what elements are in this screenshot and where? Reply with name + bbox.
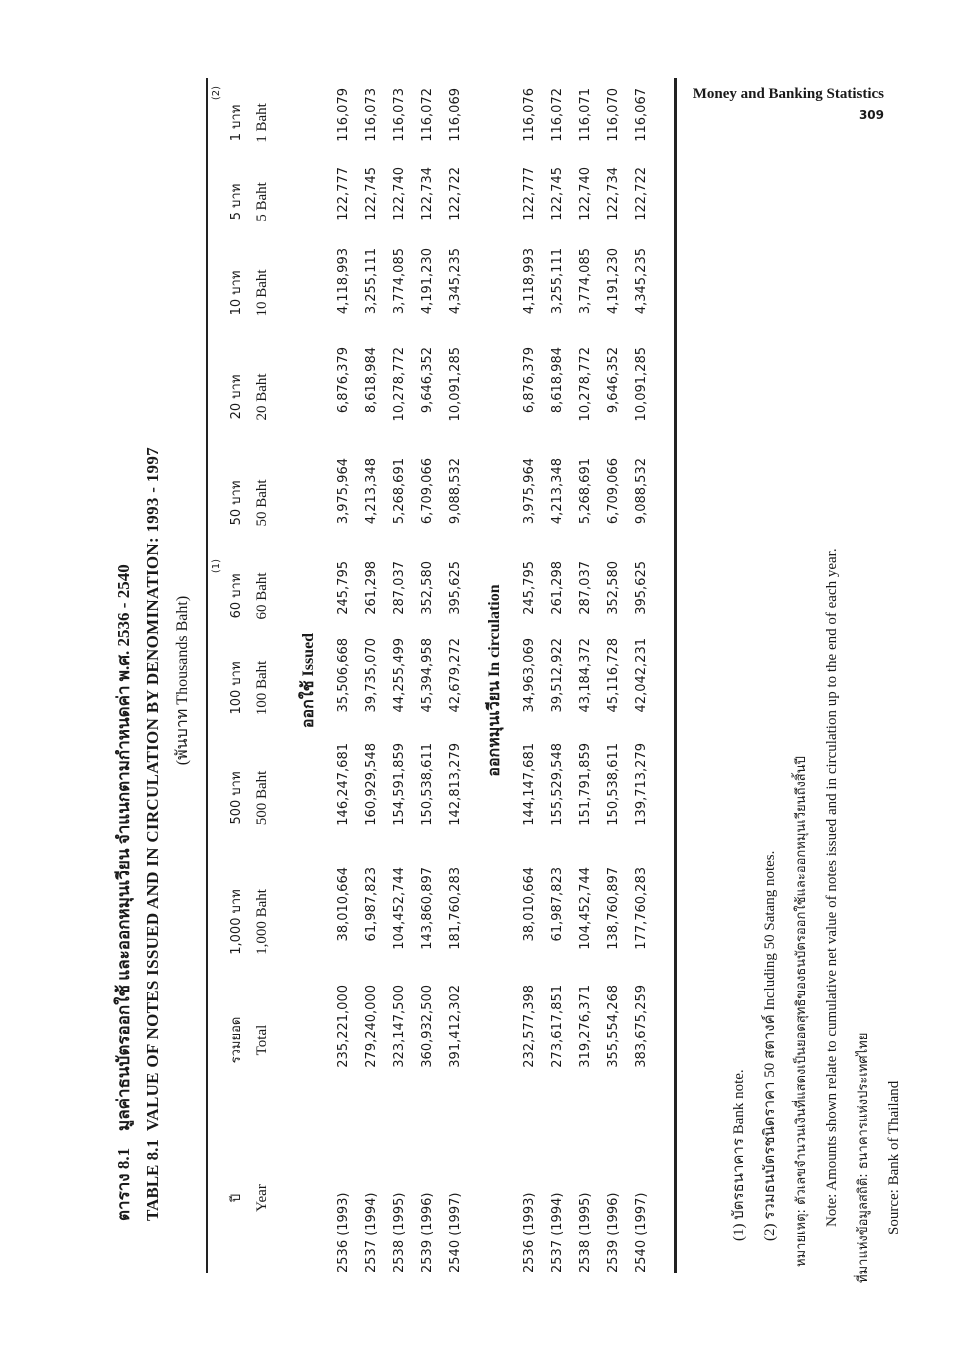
column-header-english: Total xyxy=(254,1024,270,1056)
table-cell: 38,010,664 xyxy=(521,867,537,942)
unit-caption: (พันบาท Thousands Baht) xyxy=(174,595,191,766)
row-year: 2537 (1994) xyxy=(549,1192,565,1273)
column-header xyxy=(211,86,271,158)
table-cell: 383,675,259 xyxy=(633,985,649,1068)
bottom-rule xyxy=(674,78,677,1273)
table-row xyxy=(572,78,598,1273)
column-header xyxy=(225,167,271,237)
table-cell: 146,247,681 xyxy=(335,743,351,826)
table-cell: 34,963,069 xyxy=(521,638,537,713)
table-cell: 122,745 xyxy=(549,167,565,221)
table-label-thai: ตาราง 8.1 xyxy=(113,1147,133,1221)
table-cell: 61,987,823 xyxy=(363,867,379,942)
table-cell: 116,067 xyxy=(633,88,649,142)
column-header xyxy=(225,743,271,853)
table-cell: 6,709,066 xyxy=(419,458,435,525)
table-cell: 245,795 xyxy=(521,561,537,615)
running-header-title: Money and Banking Statistics xyxy=(692,86,884,102)
table-cell: 160,929,548 xyxy=(363,743,379,826)
column-header-thai: 50 บาท xyxy=(229,480,244,526)
column-header-english: 50 Baht xyxy=(254,479,270,527)
table-cell: 6,876,379 xyxy=(335,347,351,414)
row-year: 2540 (1997) xyxy=(447,1192,463,1273)
table-cell: 122,722 xyxy=(447,167,463,221)
row-year: 2539 (1996) xyxy=(605,1192,621,1273)
row-year: 2537 (1994) xyxy=(363,1192,379,1273)
table-cell: 45,394,958 xyxy=(419,638,435,713)
table-row xyxy=(628,78,654,1273)
table-cell: 139,713,279 xyxy=(633,743,649,826)
table-cell: 10,091,285 xyxy=(633,347,649,422)
table-cell: 116,069 xyxy=(447,88,463,142)
table-cell: 38,010,664 xyxy=(335,867,351,942)
table-row xyxy=(600,78,626,1273)
table-cell: 122,734 xyxy=(605,167,621,221)
table-cell: 154,591,859 xyxy=(391,743,407,826)
table-cell: 391,412,302 xyxy=(447,985,463,1068)
table-cell: 35,506,668 xyxy=(335,638,351,713)
column-header xyxy=(225,867,271,977)
table-cell: 155,529,548 xyxy=(549,743,565,826)
table-row xyxy=(414,78,440,1273)
table-cell: 9,088,532 xyxy=(447,458,463,525)
column-header-thai: 1,000 บาท xyxy=(229,889,244,955)
table-cell: 5,268,691 xyxy=(577,458,593,525)
year-column-header xyxy=(225,1123,271,1273)
table-cell: 6,709,066 xyxy=(605,458,621,525)
footnote-marker: (1) xyxy=(211,559,222,574)
top-rule xyxy=(206,78,208,1273)
footnote-1: (1) บัตรธนาคาร Bank note. xyxy=(731,1069,747,1241)
table-cell: 287,037 xyxy=(577,561,593,615)
column-header-thai: 20 บาท xyxy=(229,374,244,420)
column-header-english: 10 Baht xyxy=(254,269,270,317)
table-cell: 150,538,611 xyxy=(605,743,621,826)
table-row xyxy=(544,78,570,1273)
row-year: 2536 (1993) xyxy=(521,1192,537,1273)
table-cell: 4,213,348 xyxy=(549,458,565,525)
table-cell: 43,184,372 xyxy=(577,638,593,713)
table-cell: 4,191,230 xyxy=(419,248,435,315)
table-cell: 10,278,772 xyxy=(577,347,593,422)
table-cell: 122,777 xyxy=(335,167,351,221)
table-cell: 116,072 xyxy=(549,88,565,142)
column-header xyxy=(225,985,271,1095)
table-cell: 122,740 xyxy=(577,167,593,221)
column-header-thai: 1 บาท xyxy=(229,104,244,142)
table-cell: 4,213,348 xyxy=(363,458,379,525)
table-cell: 323,147,500 xyxy=(391,985,407,1068)
table-cell: 3,774,085 xyxy=(577,248,593,315)
row-year: 2538 (1995) xyxy=(577,1192,593,1273)
table-cell: 3,975,964 xyxy=(521,458,537,525)
table-title-english: VALUE OF NOTES ISSUED AND IN CIRCULATION BY DENOMINATION: 1993 - 1997 xyxy=(143,447,162,1131)
table-cell: 4,345,235 xyxy=(447,248,463,315)
table-cell: 42,042,231 xyxy=(633,638,649,713)
column-header-english: 1,000 Baht xyxy=(254,889,270,955)
source-thai: ที่มาแห่งข้อมูลสถิติ: ธนาคารแห่งประเทศไทย xyxy=(856,1032,871,1283)
page-number: 309 xyxy=(858,108,884,122)
table-cell: 261,298 xyxy=(549,561,565,615)
year-header-english: Year xyxy=(254,1184,270,1212)
table-row xyxy=(442,78,468,1273)
column-header xyxy=(225,248,271,338)
table-cell: 10,091,285 xyxy=(447,347,463,422)
table-cell: 44,255,499 xyxy=(391,638,407,713)
remark-english: Note: Amounts shown relate to cumulative net value of notes issued and in circulation up to the end of each year. xyxy=(824,548,840,1227)
table-cell: 122,740 xyxy=(391,167,407,221)
table-cell: 3,255,111 xyxy=(549,248,565,315)
table-cell: 5,268,691 xyxy=(391,458,407,525)
footnotes xyxy=(724,548,910,1283)
table-cell: 104,452,744 xyxy=(391,867,407,950)
column-header xyxy=(225,458,271,548)
column-header xyxy=(211,559,271,631)
table-cell: 61,987,823 xyxy=(549,867,565,942)
table-cell: 245,795 xyxy=(335,561,351,615)
table-cell: 150,538,611 xyxy=(419,743,435,826)
table-cell: 151,791,859 xyxy=(577,743,593,826)
table-cell: 395,625 xyxy=(447,561,463,615)
table-cell: 122,722 xyxy=(633,167,649,221)
table-cell: 9,646,352 xyxy=(605,347,621,414)
table-title-thai: มูลค่าธนบัตรออกใช้ และออกหมุนเวียน จำแนกตามกำหนดค่า พ.ศ. 2536 - 2540 xyxy=(113,564,133,1131)
table-cell: 3,774,085 xyxy=(391,248,407,315)
column-header-english: 5 Baht xyxy=(254,182,270,222)
table-cell: 261,298 xyxy=(363,561,379,615)
column-header-english: 60 Baht xyxy=(254,572,270,620)
table-row xyxy=(386,78,412,1273)
table-cell: 287,037 xyxy=(391,561,407,615)
row-year: 2538 (1995) xyxy=(391,1192,407,1273)
table-cell: 232,577,398 xyxy=(521,985,537,1068)
table-cell: 116,070 xyxy=(605,88,621,142)
table-cell: 116,072 xyxy=(419,88,435,142)
table-cell: 39,735,070 xyxy=(363,638,379,713)
table-cell: 143,860,897 xyxy=(419,867,435,950)
table-cell: 4,118,993 xyxy=(335,248,351,315)
table-cell: 116,071 xyxy=(577,88,593,142)
table-cell: 177,760,283 xyxy=(633,867,649,950)
table-cell: 352,580 xyxy=(605,561,621,615)
table-cell: 122,734 xyxy=(419,167,435,221)
column-header-thai: 10 บาท xyxy=(229,270,244,316)
table-cell: 116,073 xyxy=(363,88,379,142)
table-cell: 45,116,728 xyxy=(605,638,621,713)
table-cell: 4,345,235 xyxy=(633,248,649,315)
table-cell: 3,975,964 xyxy=(335,458,351,525)
column-header-thai: 5 บาท xyxy=(229,183,244,221)
column-header-thai: 100 บาท xyxy=(229,661,244,715)
table-cell: 9,088,532 xyxy=(633,458,649,525)
table-cell: 319,276,371 xyxy=(577,985,593,1068)
year-header-thai: ปี xyxy=(229,1193,244,1203)
column-header-english: 1 Baht xyxy=(254,103,270,143)
table-cell: 116,076 xyxy=(521,88,537,142)
table-cell: 352,580 xyxy=(419,561,435,615)
column-header-thai: 60 บาท xyxy=(229,573,244,619)
row-year: 2536 (1993) xyxy=(335,1192,351,1273)
column-header-english: 500 Baht xyxy=(254,770,270,826)
table-cell: 273,617,851 xyxy=(549,985,565,1068)
table-cell: 122,777 xyxy=(521,167,537,221)
column-header-english: 20 Baht xyxy=(254,373,270,421)
table-row xyxy=(358,78,384,1273)
section-heading: ออกหมุนเวียน In circulation xyxy=(486,584,503,777)
column-header xyxy=(225,347,271,447)
table-cell: 122,745 xyxy=(363,167,379,221)
remark-thai: หมายเหตุ: ตัวเลขจำนวนเงินที่แสดงเป็นยอดสุทธิของธนบัตรออกใช้และออกหมุนเวียนถึงสิ้นปี xyxy=(794,756,809,1267)
table-cell: 116,079 xyxy=(335,88,351,142)
table-cell: 395,625 xyxy=(633,561,649,615)
table-row xyxy=(516,78,542,1273)
table-cell: 144,147,681 xyxy=(521,743,537,826)
table-cell: 104,452,744 xyxy=(577,867,593,950)
table-cell: 10,278,772 xyxy=(391,347,407,422)
table-cell: 360,932,500 xyxy=(419,985,435,1068)
footnote-marker: (2) xyxy=(211,86,222,101)
table-cell: 142,813,279 xyxy=(447,743,463,826)
footnote-2: (2) รวมธนบัตรชนิดราคา 50 สตางค์ Including 50 Satang notes. xyxy=(762,850,778,1241)
table-row xyxy=(330,78,356,1273)
table-cell: 4,118,993 xyxy=(521,248,537,315)
table-cell: 39,512,922 xyxy=(549,638,565,713)
table-cell: 235,221,000 xyxy=(335,985,351,1068)
table-cell: 279,240,000 xyxy=(363,985,379,1068)
table-cell: 4,191,230 xyxy=(605,248,621,315)
column-header xyxy=(225,638,271,738)
table-cell: 42,679,272 xyxy=(447,638,463,713)
column-header-thai: 500 บาท xyxy=(229,771,244,825)
table-cell: 355,554,268 xyxy=(605,985,621,1068)
table-cell: 9,646,352 xyxy=(419,347,435,414)
table-cell: 8,618,984 xyxy=(549,347,565,414)
row-year: 2539 (1996) xyxy=(419,1192,435,1273)
row-year: 2540 (1997) xyxy=(633,1192,649,1273)
column-header-thai: รวมยอด xyxy=(229,1016,244,1064)
section-heading: ออกใช้ Issued xyxy=(300,632,317,729)
table-title-block xyxy=(108,447,168,1221)
table-cell: 181,760,283 xyxy=(447,867,463,950)
table-cell: 3,255,111 xyxy=(363,248,379,315)
table-cell: 116,073 xyxy=(391,88,407,142)
column-header-english: 100 Baht xyxy=(254,660,270,716)
table-cell: 6,876,379 xyxy=(521,347,537,414)
table-label-english: TABLE 8.1 xyxy=(143,1139,162,1221)
source-english: Source: Bank of Thailand xyxy=(886,1080,902,1235)
table-cell: 8,618,984 xyxy=(363,347,379,414)
table-cell: 138,760,897 xyxy=(605,867,621,950)
